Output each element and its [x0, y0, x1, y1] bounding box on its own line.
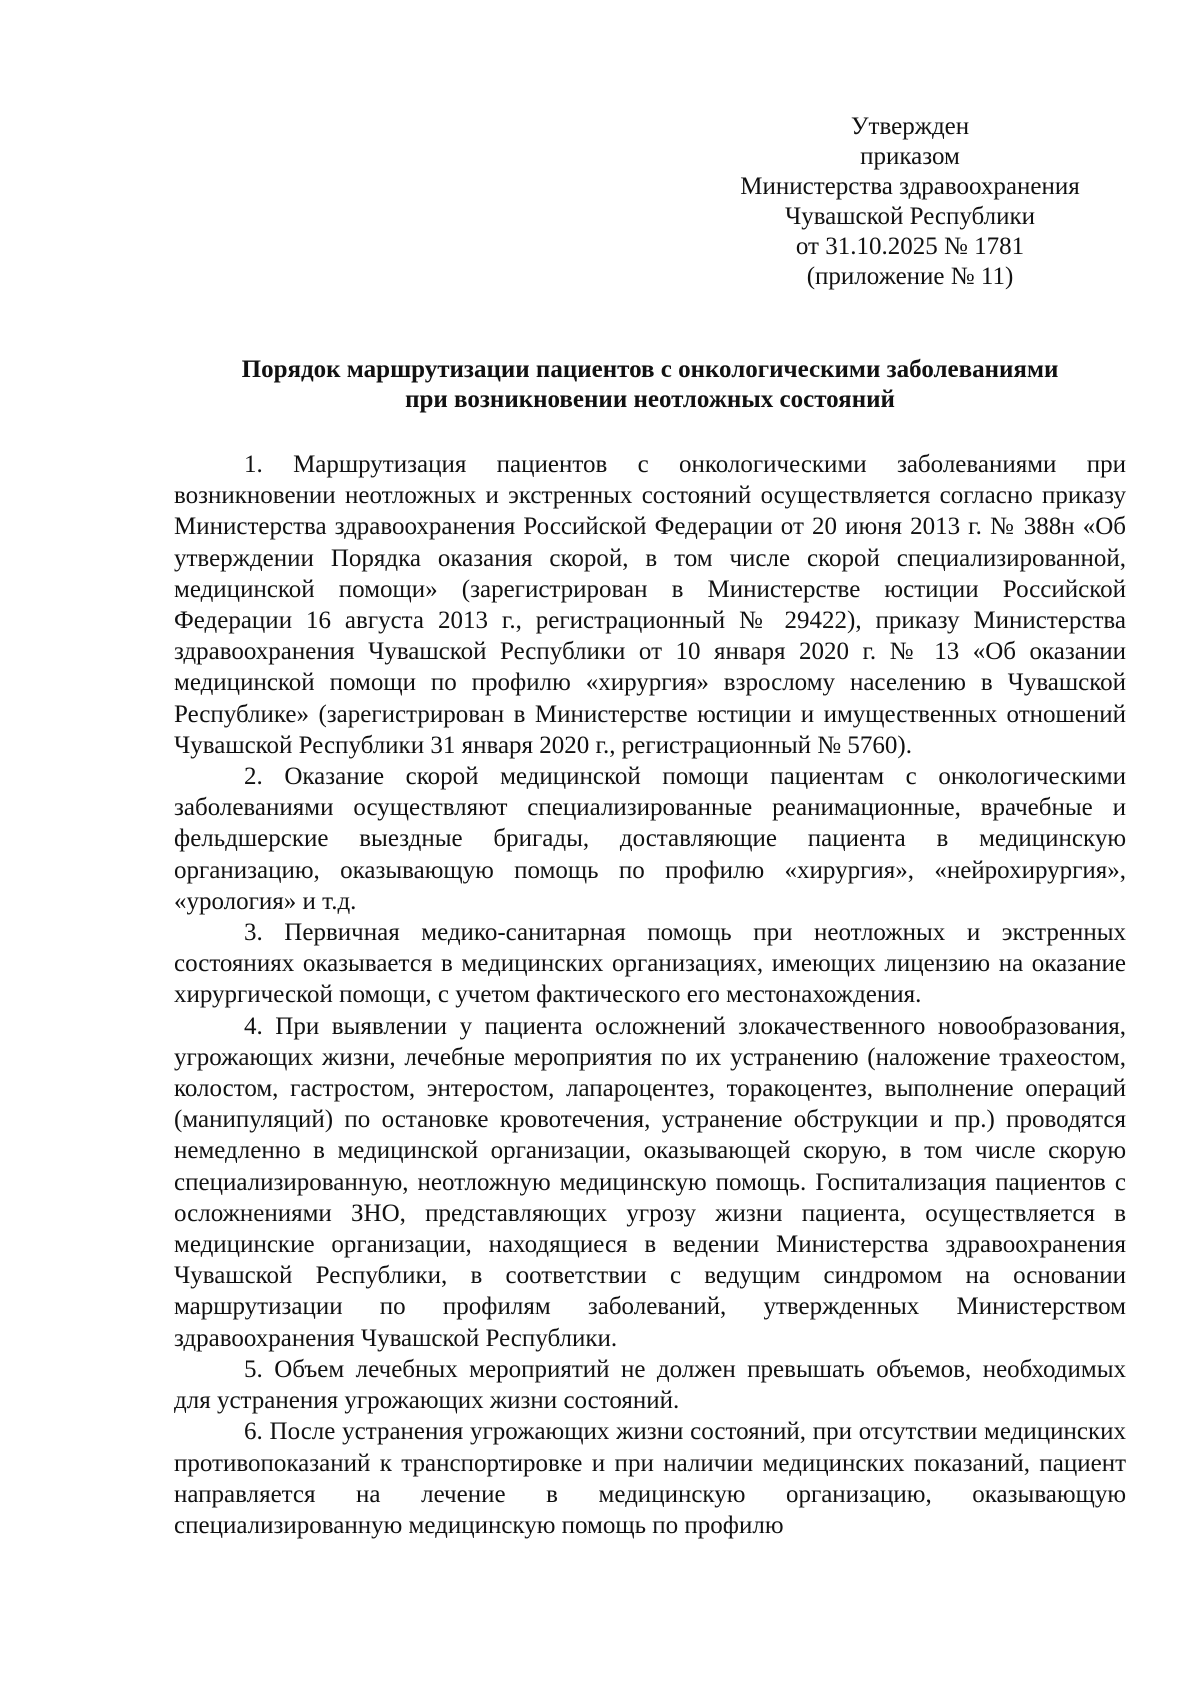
title-line: при возникновении неотложных состояний	[405, 386, 895, 413]
document-body	[174, 449, 1126, 1541]
paragraph-4: 4. При выявлении у пациента осложнений злокачественного новообразования, угрожающих жизни, лечебные мероприятия по их устранению (наложение трахеостом, колостом, гастростом, энтеростом, лапароцентез, торакоцентез, выполнение операций (манипуляций) по остановке кровотечения, устранение обструкции и пр.) проводятся немедленно в медицинской организации, оказывающей скорую, в том числе скорую специализированную, неотложную медицинскую помощь. Госпитализация пациентов с осложнениями ЗНО, представляющих угрозу жизни пациента, осуществляется в медицинские организации, находящиеся в ведении Министерства здравоохранения Чувашской Республики, в соответствии с ведущим синдромом на основании маршрутизации по профилям заболеваний, утвержденных Министерством здравоохранения Чувашской Республики.	[174, 1012, 1126, 1352]
approval-line: от 31.10.2025 № 1781	[795, 233, 1025, 260]
paragraph-2: 2. Оказание скорой медицинской помощи пациентам с онкологическими заболеваниями осуществляют специализированные реанимационные, врачебные и фельдшерские выездные бригады, доставляющие пациента в медицинскую организацию, оказывающую помощь по профилю «хирургия», «нейрохирургия», «урология» и т.д.	[174, 763, 1126, 915]
document-title	[170, 355, 1130, 415]
paragraph-3: 3. Первичная медико-санитарная помощь при неотложных и экстренных состояниях оказывается в медицинских организациях, имеющих лицензию на оказание хирургической помощи, с учетом фактического его местонахождения.	[174, 919, 1126, 1009]
approval-block	[700, 112, 1120, 292]
approval-line: Утвержден	[850, 113, 970, 140]
approval-line: (приложение № 11)	[806, 263, 1014, 290]
title-line: Порядок маршрутизации пациентов с онкологическими заболеваниями	[241, 356, 1059, 383]
paragraph-1: 1. Маршрутизация пациентов с онкологическими заболеваниями при возникновении неотложных и экстренных состояний осуществляется согласно приказу Министерства здравоохранения Российской Федерации от 20 июня 2013 г. № 388н «Об утверждении Порядка оказания скорой, в том числе скорой специализированной, медицинской помощи» (зарегистрирован в Министерстве юстиции Российской Федерации 16 августа 2013 г., регистрационный № 29422), приказу Министерства здравоохранения Чувашской Республики от 10 января 2020 г. № 13 «Об оказании медицинской помощи по профилю «хирургия» взрослому населению в Чувашской Республике» (зарегистрирован в Министерстве юстиции и имущественных отношений Чувашской Республики 31 января 2020 г., регистрационный № 5760).	[174, 451, 1126, 759]
approval-line: Министерства здравоохранения	[740, 173, 1080, 200]
approval-line: Чувашской Республики	[784, 203, 1036, 230]
approval-line: приказом	[860, 143, 960, 170]
paragraph-6: 6. После устранения угрожающих жизни состояний, при отсутствии медицинских противопоказаний к транспортировке и при наличии медицинских показаний, пациент направляется на лечение в медицинскую организацию, оказывающую специализированную медицинскую помощь по профилю	[174, 1418, 1126, 1539]
paragraph-5: 5. Объем лечебных мероприятий не должен превышать объемов, необходимых для устранения угрожающих жизни состояний.	[174, 1355, 1126, 1415]
